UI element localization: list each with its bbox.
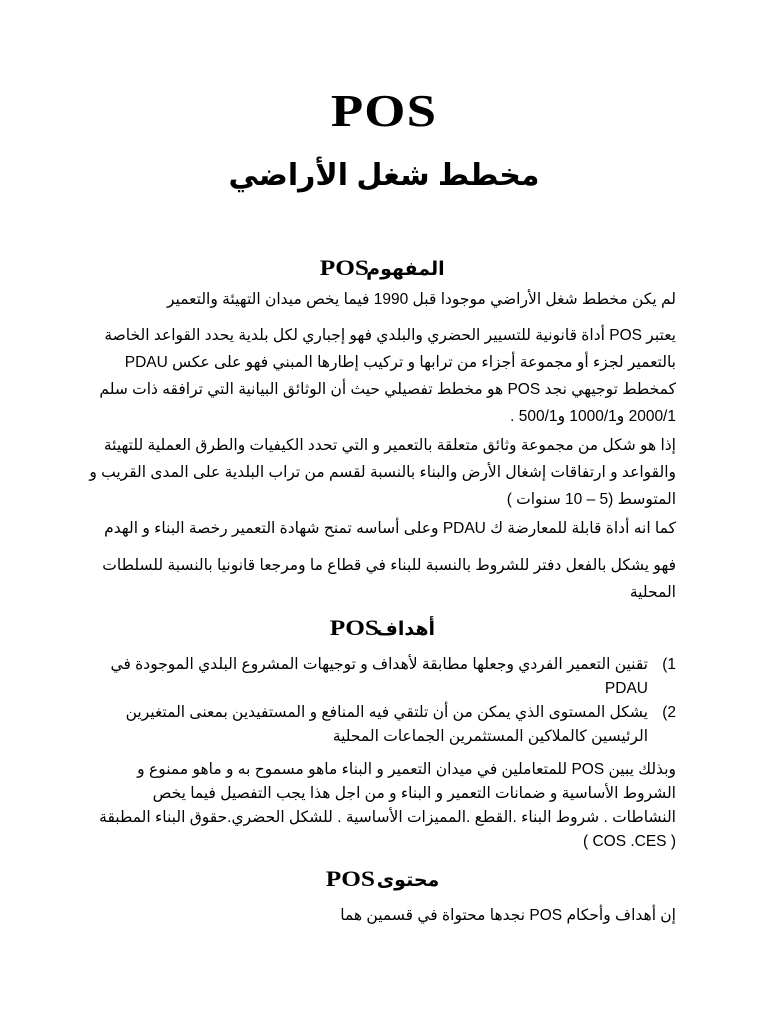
concept-paragraph-5: [92, 552, 676, 606]
section-heading-concept: [0, 257, 768, 279]
section-heading-content-ar: محتوى: [376, 870, 440, 891]
concept-paragraph-3-line-1: إذا هو شكل من مجموعة وثائق متعلقة بالتعمير و التي تحدد الكيفيات والطرق العملية للتهيئة: [103, 437, 676, 454]
goals-list-item-1-text: [76, 653, 676, 677]
section-heading-goals-pos: POS: [329, 615, 379, 640]
goals-list-item-2-number: 2): [662, 704, 676, 721]
goals-list-item-2-line-2: الرئيسين كالملاكين المستثمرين الجماعات المحلية: [332, 728, 648, 745]
goals-paragraph-line-2: الشروط الأساسية و ضمانات التعمير و البناء و من اجل هذا يجب التفصيل فيما يخص: [152, 785, 676, 802]
section-heading-content-pos: POS: [325, 866, 375, 891]
concept-paragraph-2: [92, 322, 676, 430]
concept-paragraph-2-line-3: كمخطط توجيهي نجد POS هو مخطط تفصيلي حيث أن الوثائق البيانية التي ترافقه ذات سلم: [99, 381, 676, 398]
concept-paragraph-5-line-1: فهو يشكل بالفعل دفتر للشروط بالنسبة للبناء في قطاع ما ومرجعا قانونيا بالنسبة للسلطات: [102, 557, 676, 574]
goals-list-item-1: [76, 653, 676, 701]
concept-paragraph-1-line: لم يكن مخطط شغل الأراضي موجودا قبل 1990 فيما يخص ميدان التهيئة والتعمير: [166, 291, 676, 308]
goals-paragraph-line-1: وبذلك يبين POS للمتعاملين في ميدان التعمير و البناء ماهو مسموح به و ماهو ممنوع و: [137, 761, 676, 778]
section-heading-concept-ar: المفهوم: [366, 259, 445, 280]
concept-paragraph-5-line-2: المحلية: [629, 584, 676, 601]
content-paragraph-1-line: إن أهداف وأحكام POS نجدها محتواة في قسمين هما: [340, 907, 676, 924]
concept-paragraph-1: [92, 286, 676, 313]
section-heading-goals-ar: أهداف: [375, 619, 436, 640]
content-paragraph-1: [92, 902, 676, 929]
goals-list-item-2-text: [76, 701, 676, 725]
concept-paragraph-3: [89, 432, 676, 513]
concept-paragraph-2-line-4: 2000/1 و1000/1 و500/1 .: [510, 408, 676, 425]
concept-paragraph-2-line-2: بالتعمير لجزء أو مجموعة أجزاء من ترابها و تركيب إطارها المبني فهو على عكس PDAU: [124, 354, 676, 371]
goals-list-item-1-line-2-wrap: [76, 677, 676, 701]
concept-paragraph-4-line: كما انه أداة قابلة للمعارضة ك PDAU وعلى أساسه تمنح شهادة التعمير رخصة البناء و الهدم: [104, 520, 676, 537]
goals-list-item-2-line-1: يشكل المستوى الذي يمكن من أن تلتقي فيه المنافع و المستفيدين بمعنى المتغيرين: [125, 704, 648, 721]
goals-paragraph-line-3: النشاطات . شروط البناء .القطع .المميزات الأساسية . للشكل الحضري.حقوق البناء المطبقة: [99, 809, 676, 826]
goals-list-item-2: [76, 701, 676, 749]
section-heading-concept-pos: POS: [320, 255, 370, 280]
concept-paragraph-3-line-2: والقواعد و ارتفاقات إشغال الأرض والبناء بالنسبة لقسم من تراب البلدية على المدى القريب و: [89, 464, 676, 481]
goals-list-item-2-line-2-wrap: [76, 725, 676, 749]
goals-list-item-1-line-2: PDAU: [604, 680, 648, 697]
concept-paragraph-2-line-1: يعتبر POS أداة قانونية للتسيير الحضري والبلدي فهو إجباري لكل بلدية يحدد القواعد الخاصة: [104, 327, 676, 344]
concept-paragraph-3-line-3: المتوسط (5 – 10 سنوات ): [506, 491, 676, 508]
section-heading-content: [0, 868, 768, 890]
document-subtitle: مخطط شغل الأراضي: [228, 159, 540, 192]
section-heading-goals: [0, 617, 768, 639]
document-title: POS: [330, 85, 438, 136]
goals-paragraph: [92, 758, 676, 854]
goals-list-item-1-number: 1): [662, 656, 676, 673]
goals-list: [76, 653, 676, 749]
goals-list-item-1-line-1: تقنين التعمير الفردي وجعلها مطابقة لأهداف و توجيهات المشروع البلدي الموجودة في: [110, 656, 648, 673]
concept-paragraph-4: [92, 515, 676, 542]
goals-paragraph-line-4: ( COS .CES ): [582, 833, 676, 850]
